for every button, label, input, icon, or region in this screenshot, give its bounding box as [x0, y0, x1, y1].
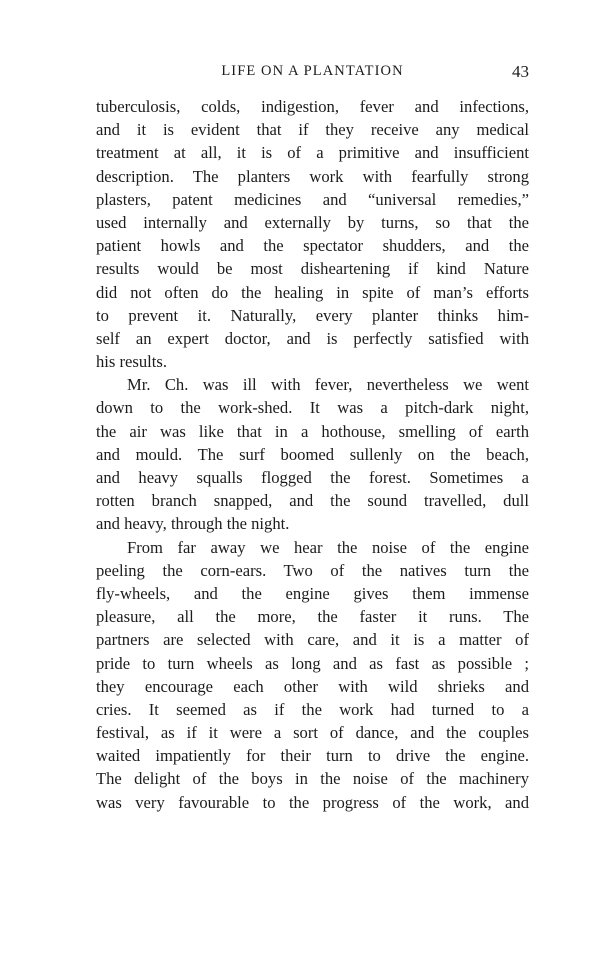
- text-line: self an expert doctor, and is perfectly satisfied with: [96, 328, 529, 348]
- text-line: fly-wheels, and the engine gives them immense: [96, 583, 529, 603]
- paragraph-end-line: his results.: [96, 352, 167, 372]
- text-line: and mould. The surf boomed sullenly on the beach,: [96, 444, 529, 464]
- paragraph-start-line: From far away we hear the noise of the engine: [127, 537, 529, 557]
- text-line: results would be most disheartening if kind Nature: [96, 259, 529, 279]
- text-line: and it is evident that if they receive any medical: [96, 120, 529, 140]
- text-line: down to the work-shed. It was a pitch-dark night,: [96, 398, 529, 418]
- paragraph-start-line: Mr. Ch. was ill with fever, nevertheless we went: [127, 375, 529, 395]
- text-line: was very favourable to the progress of the work, and: [96, 792, 529, 812]
- text-line: patient howls and the spectator shudders, and the: [96, 236, 529, 256]
- text-line: The delight of the boys in the noise of the machinery: [96, 769, 529, 789]
- text-line: the air was like that in a hothouse, smelling of earth: [96, 421, 529, 441]
- text-line: to prevent it. Naturally, every planter thinks him-: [96, 305, 529, 325]
- text-line: festival, as if it were a sort of dance, and the couples: [96, 723, 529, 743]
- text-line: cries. It seemed as if the work had turned to a: [96, 699, 529, 719]
- text-line: rotten branch snapped, and the sound travelled, dull: [96, 491, 529, 511]
- paragraph-end-line: and heavy, through the night.: [96, 514, 290, 534]
- body-text: [96, 95, 529, 814]
- text-line: treatment at all, it is of a primitive and insufficient: [96, 143, 529, 163]
- text-line: waited impatiently for their turn to drive the engine.: [96, 746, 529, 766]
- text-line: plasters, patent medicines and “universal remedies,”: [96, 189, 529, 209]
- text-line: description. The planters work with fearfully strong: [96, 166, 529, 186]
- text-line: pleasure, all the more, the faster it runs. The: [96, 607, 529, 627]
- text-line: peeling the corn-ears. Two of the natives turn the: [96, 560, 529, 580]
- text-line: they encourage each other with wild shrieks and: [96, 676, 529, 696]
- text-line: did not often do the healing in spite of man’s efforts: [96, 282, 529, 302]
- text-line: partners are selected with care, and it is a matter of: [96, 630, 529, 650]
- page-number: 43: [512, 62, 529, 81]
- text-line: pride to turn wheels as long and as fast as possible ;: [96, 653, 529, 673]
- running-head: [96, 63, 529, 87]
- running-title: LIFE ON A PLANTATION: [221, 63, 404, 79]
- text-line: used internally and externally by turns, so that the: [96, 212, 529, 232]
- text-line: tuberculosis, colds, indigestion, fever and infections,: [96, 97, 529, 116]
- text-line: and heavy squalls flogged the forest. Sometimes a: [96, 468, 529, 487]
